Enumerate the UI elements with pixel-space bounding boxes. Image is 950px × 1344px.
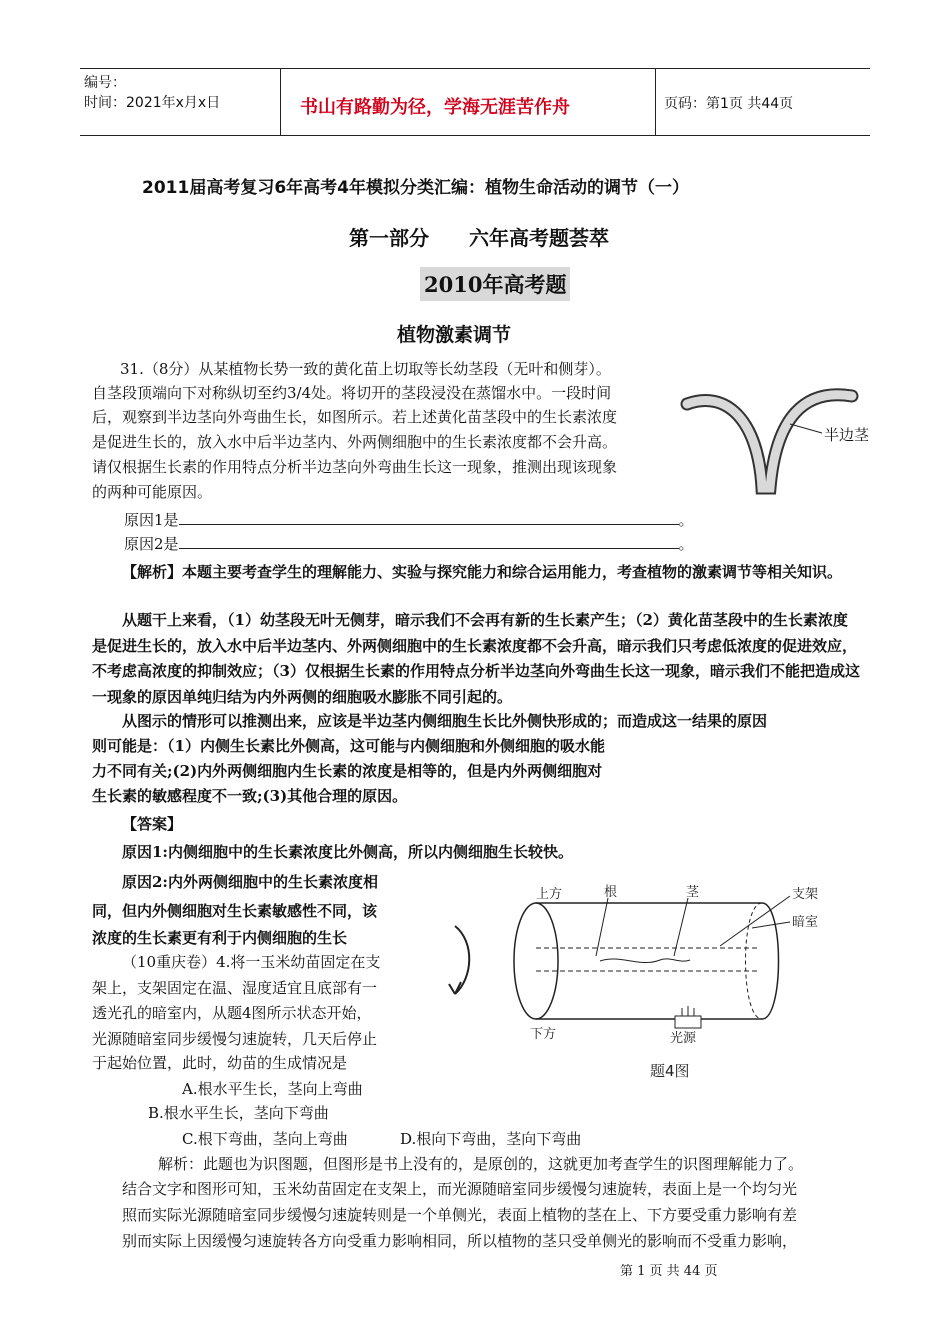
analysis-p3-line-2: 则可能是：（1）内侧生长素比外侧高，这可能与内侧细胞和外侧细胞的吸水能 <box>92 737 605 755</box>
figure-label-darkroom: 暗室 <box>792 915 819 930</box>
answer-label: 【答案】 <box>122 815 183 833</box>
figure-caption: 题4图 <box>650 1062 690 1080</box>
q4-line-2: 架上，支架固定在温、湿度适宜且底部有一 <box>92 979 378 997</box>
q4-analysis-line-2: 结合文字和图形可知，玉米幼苗固定在支架上，而光源随暗室同步缓慢匀速旋转，表面上是一个均匀光 <box>122 1180 798 1198</box>
reason-2-row <box>124 532 694 556</box>
header-motto: 书山有路勤为径，学海无涯苦作舟 <box>300 97 570 118</box>
reason-1-row <box>124 508 694 532</box>
answer-reason-1: 原因1:内侧细胞中的生长素浓度比外侧高，所以内侧细胞生长较快。 <box>122 843 573 861</box>
q31-line-2: 自茎段顶端向下对称纵切至约3/4处。将切开的茎段浸没在蒸馏水中。一段时间 <box>92 384 612 402</box>
q4-analysis-line-4: 别而实际上因缓慢匀速旋转各方向受重力影响相同，所以植物的茎只受单侧光的影响而不受重力影响， <box>122 1232 798 1250</box>
figure-label-bottom: 下方 <box>530 1027 557 1042</box>
q31-line-5: 请仅根据生长素的作用特点分析半边茎向外弯曲生长这一现象，推测出现该现象 <box>92 458 618 476</box>
option-b: B.根水平生长，茎向下弯曲 <box>148 1104 329 1122</box>
analysis-p1: 【解析】本题主要考查学生的理解能力、实验与探究能力和综合运用能力，考查植物的激素调节等相关知识。 <box>122 563 843 581</box>
figure-label-top: 上方 <box>536 887 563 902</box>
half-stem-label: 半边茎 <box>824 426 870 444</box>
document-title: 2011届高考复习6年高考4年模拟分类汇编：植物生命活动的调节（一） <box>142 178 689 198</box>
answer-reason-2-line-1: 原因2:内外两侧细胞中的生长素浓度相 <box>122 873 378 891</box>
option-c: C.根下弯曲，茎向上弯曲 <box>182 1130 348 1148</box>
header-number: 编号： <box>84 75 126 91</box>
figure-label-root: 根 <box>604 885 618 900</box>
q31-line-6: 的两种可能原因。 <box>92 483 213 501</box>
q4-line-5: 于起始位置，此时，幼苗的生成情况是 <box>92 1054 348 1072</box>
q4-line-4: 光源随暗室同步缓慢匀速旋转，几天后停止 <box>92 1030 378 1048</box>
reason-2-label: 原因2是 <box>124 535 179 553</box>
q31-line-4: 是促进生长的，放入水中后半边茎内、外两侧细胞中的生长素浓度都不会升高。 <box>92 433 618 451</box>
answer-reason-2-line-2: 同，但内外侧细胞对生长素敏感性不同，该 <box>92 902 378 920</box>
option-a: A.根水平生长，茎向上弯曲 <box>182 1080 363 1098</box>
reason-1-period: 。 <box>678 511 694 529</box>
year-heading: 2010年高考题 <box>420 267 570 301</box>
reason-1-blank[interactable] <box>179 510 679 525</box>
q31-line-3: 后，观察到半边茎向外弯曲生长，如图所示。若上述黄化苗茎段中的生长素浓度 <box>92 408 618 426</box>
analysis-p3-line-1: 从图示的情形可以推测出来，应该是半边茎内侧细胞生长比外侧快形成的；而造成这一结果的原因 <box>122 712 768 730</box>
answer-reason-2-line-3: 浓度的生长素更有利于内侧细胞的生长 <box>92 929 348 947</box>
header-divider-left <box>280 69 281 135</box>
figure-label-support: 支架 <box>792 887 819 902</box>
reason-1-label: 原因1是 <box>124 511 179 529</box>
q31-line-1: 31.（8分）从某植物长势一致的黄化苗上切取等长幼茎段（无叶和侧芽）。 <box>120 360 611 378</box>
q4-line-1: （10重庆卷）4.将一玉米幼苗固定在支 <box>122 953 381 971</box>
darkroom-figure <box>490 876 880 1086</box>
analysis-p3-line-4: 生长素的敏感程度不一致;(3)其他合理的原因。 <box>92 787 408 805</box>
q4-analysis-line-3: 照而实际光源随暗室同步缓慢匀速旋转则是一个单侧光，表面上植物的茎在上、下方要受重力影响有差 <box>122 1206 798 1224</box>
header-time: 时间：2021年x月x日 <box>84 95 221 111</box>
q4-analysis-line-1: 解析：此题也为识图题，但图形是书上没有的，是原创的，这就更加考查学生的识图理解能力了。 <box>158 1155 804 1173</box>
analysis-p2: 从题干上来看，（1）幼茎段无叶无侧芽，暗示我们不会再有新的生长素产生；（2）黄化苗茎段中的生长素浓度是促进生长的，放入水中后半边茎内、外两侧细胞中的生长素浓度都不会升高，暗示我们只考虑低浓度的促进效应，不考虑高浓度的抑制效应；（3）仅根据生长素的作用特点分析半边茎向外弯曲生长这一现象，暗示我们不能把造成这一现象的原因单纯归结为内外两侧的细胞吸水膨胀不同引起的。 <box>92 611 860 706</box>
part-heading: 第一部分 六年高考题荟萃 <box>349 226 609 250</box>
reason-2-period: 。 <box>678 535 694 553</box>
figure-label-light: 光源 <box>670 1031 697 1046</box>
split-stem-figure <box>680 378 880 503</box>
option-d: D.根向下弯曲，茎向下弯曲 <box>400 1130 582 1148</box>
header-divider-right <box>655 69 656 135</box>
analysis-p3-line-3: 力不同有关;(2)内外两侧细胞内生长素的浓度是相等的，但是内外两侧细胞对 <box>92 762 603 780</box>
rotation-arrow-icon <box>425 920 475 1000</box>
section-heading: 植物激素调节 <box>397 324 512 346</box>
header-page-info: 页码：第1页 共44页 <box>664 96 794 112</box>
reason-2-blank[interactable] <box>179 534 679 549</box>
figure-label-stem: 茎 <box>686 885 700 900</box>
page-footer: 第 1 页 共 44 页 <box>620 1264 718 1279</box>
q4-line-3: 透光孔的暗室内，从题4图所示状态开始， <box>92 1004 372 1022</box>
